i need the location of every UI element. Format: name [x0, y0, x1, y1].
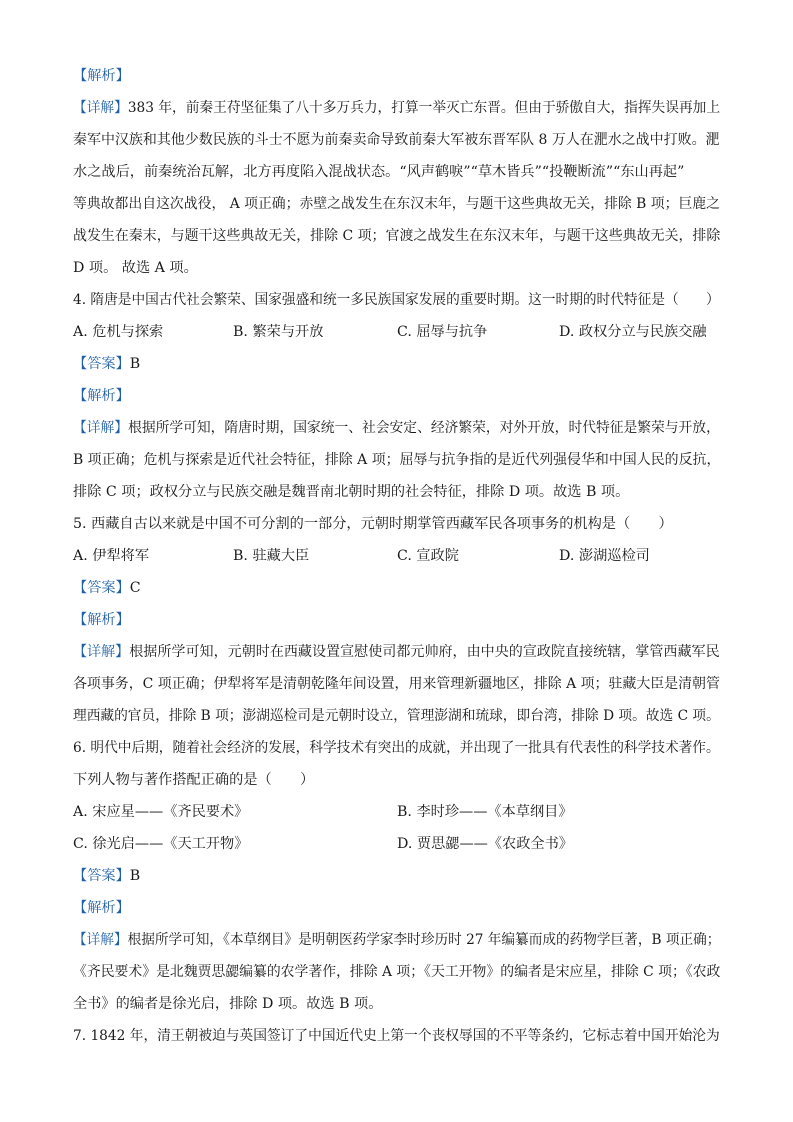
- q4-option-b: B. 繁荣与开放: [233, 324, 324, 340]
- detail-line: 等典故都出自这次战役， A 项正确；赤壁之战发生在东汉末年，与题干这些典故无关，排除 B 项；巨鹿之: [73, 196, 720, 212]
- q6-analysis-label: 【解析】: [73, 900, 130, 916]
- q6-detail-line: 全书》的编者是徐光启，排除 D 项。故选 B 项。: [73, 996, 383, 1012]
- answer-label: 【答案】: [73, 580, 130, 596]
- detail-line: 【详解】383 年，前秦王苻坚征集了八十多万兵力，打算一举灭亡东晋。但由于骄傲自大，指挥失误再加上: [73, 100, 721, 116]
- analysis-label: 【解析】: [73, 68, 130, 84]
- answer-label: 【答案】: [73, 868, 130, 884]
- q5-option-b: B. 驻藏大臣: [233, 548, 310, 564]
- q4-analysis-label: 【解析】: [73, 388, 130, 404]
- q5-option-a: A. 伊犁将军: [73, 548, 150, 564]
- q5-option-d: D. 澎湖巡检司: [559, 548, 650, 564]
- q6-option-c: C. 徐光启——《天工开物》: [73, 836, 249, 852]
- detail-label: 【详解】: [73, 420, 129, 436]
- q6-option-b: B. 李时珍——《本草纲目》: [397, 804, 573, 820]
- q5-option-c: C. 宣政院: [397, 548, 459, 564]
- detail-line: D 项。 故选 A 项。: [73, 260, 198, 276]
- q5-detail-line: 【详解】根据所学可知，元朝时在西藏设置宣慰使司都元帅府，由中央的宣政院直接统辖，掌管西藏军民: [73, 644, 720, 660]
- detail-label: 【详解】: [73, 644, 130, 660]
- detail-line: 秦军中汉族和其他少数民族的斗士不愿为前秦卖命导致前秦大军被东晋军队 8 万人在淝水之战中打败。淝: [73, 132, 720, 148]
- q4-option-a: A. 危机与探索: [73, 324, 164, 340]
- q6-option-d: D. 贾思勰——《农政全书》: [397, 836, 573, 852]
- detail-label: 【详解】: [73, 932, 128, 948]
- q4-detail-line: 【详解】根据所学可知，隋唐时期，国家统一、社会安定、经济繁荣，对外开放，时代特征是繁荣与开放，: [73, 420, 720, 436]
- q6-detail-line: 【详解】根据所学可知，《本草纲目》是明朝医药学家李时珍历时 27 年编纂而成的药物学巨著，B 项正确；: [73, 932, 721, 948]
- question-6-stem: 下列人物与著作搭配正确的是（ ）: [73, 772, 315, 788]
- q6-answer: 【答案】B: [73, 868, 141, 884]
- question-6-stem: 6. 明代中后期，随着社会经济的发展，科学技术有突出的成就，并出现了一批具有代表性的科学技术著作。: [73, 740, 720, 756]
- q4-detail-line: B 项正确；危机与探索是近代社会特征，排除 A 项；屈辱与抗争指的是近代列强侵华和中国人民的反抗，: [73, 452, 721, 468]
- question-5-stem: 5. 西藏自古以来就是中国不可分割的一部分，元朝时期掌管西藏军民各项事务的机构是（ ）: [73, 516, 673, 532]
- q4-option-d: D. 政权分立与民族交融: [559, 324, 707, 340]
- question-7-stem: 7. 1842 年，清王朝被迫与英国签订了中国近代史上第一个丧权辱国的不平等条约，它标志着中国开始沦为: [73, 1028, 720, 1044]
- q5-analysis-label: 【解析】: [73, 612, 130, 628]
- q5-detail-line: 理西藏的官员，排除 B 项；澎湖巡检司是元朝时设立，管理澎湖和琉球，即台湾，排除 D 项。故选 C 项。: [73, 708, 720, 724]
- q6-detail-line: 《齐民要术》是北魏贾思勰编纂的农学著作，排除 A 项；《天工开物》的编者是宋应星，排除 C 项；《农政: [73, 964, 721, 980]
- detail-line: 水之战后，前秦统治瓦解，北方再度陷入混战状态。“风声鹤唳”“草木皆兵”“投鞭断流”“东山再起”: [73, 164, 685, 180]
- q4-detail-line: 排除 C 项；政权分立与民族交融是魏晋南北朝时期的社会特征，排除 D 项。故选 B 项。: [73, 484, 630, 500]
- detail-line: 战发生在秦末，与题干这些典故无关，排除 C 项；官渡之战发生在东汉末年，与题干这些典故无关，排除: [73, 228, 721, 244]
- q4-option-c: C. 屈辱与抗争: [397, 324, 488, 340]
- q4-answer: 【答案】B: [73, 356, 141, 372]
- q5-answer: 【答案】C: [73, 580, 141, 596]
- detail-label: 【详解】: [73, 100, 128, 116]
- q5-detail-line: 各项事务，C 项正确；伊犁将军是清朝乾隆年间设置，用来管理新疆地区，排除 A 项；驻藏大臣是清朝管: [73, 676, 720, 692]
- question-4-stem: 4. 隋唐是中国古代社会繁荣、国家强盛和统一多民族国家发展的重要时期。这一时期的时代特征是（ ）: [73, 292, 720, 308]
- answer-label: 【答案】: [73, 356, 130, 372]
- q6-option-a: A. 宋应星——《齐民要术》: [73, 804, 249, 820]
